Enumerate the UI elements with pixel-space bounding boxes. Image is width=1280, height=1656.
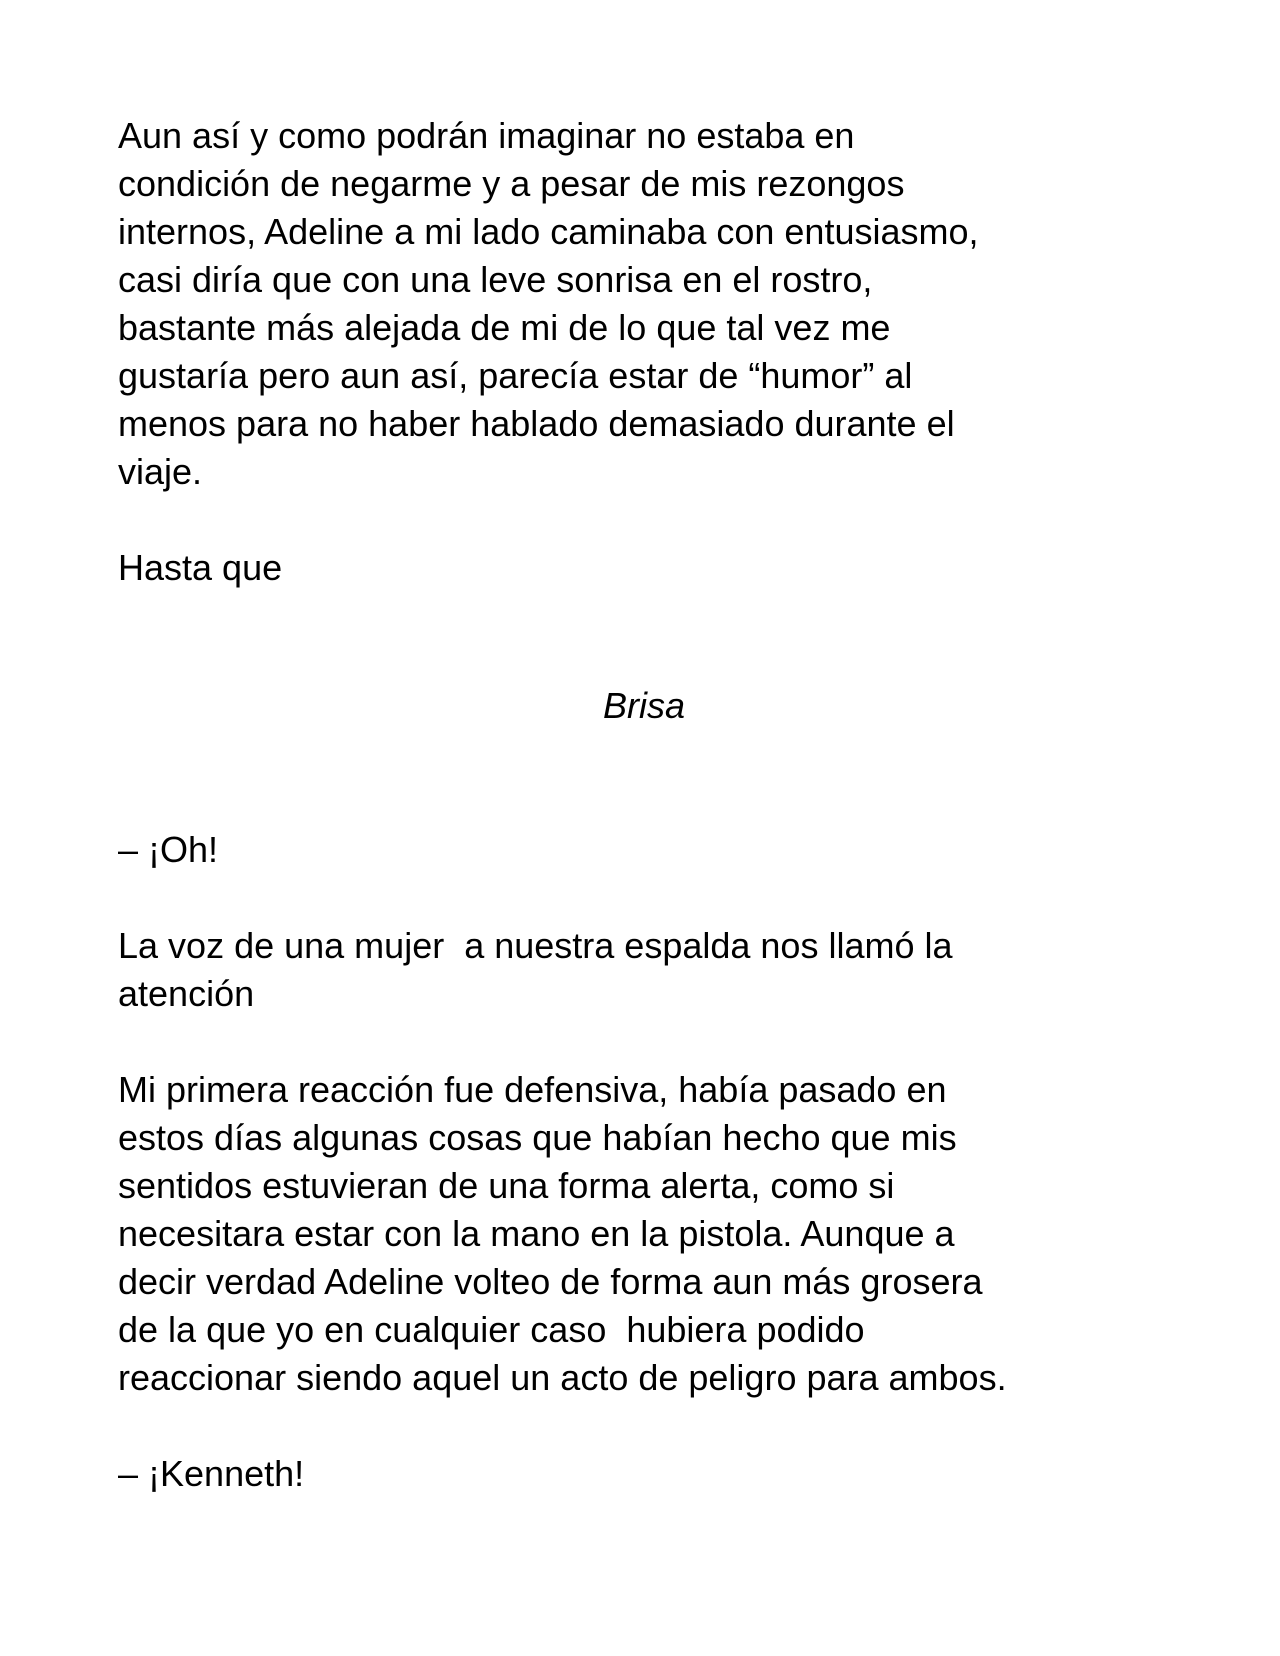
text-line: necesitara estar con la mano en la pistola. Aunque a [118,1213,955,1254]
paragraph-spacer [118,634,1178,682]
text-line: Aun así y como podrán imaginar no estaba en [118,115,855,156]
paragraph-6 [118,1450,1178,1498]
text-line: atención [118,973,255,1014]
paragraph-spacer [118,1402,1178,1450]
dialogue-line: – ¡Kenneth! [118,1453,305,1494]
text-line: gustaría pero aun así, parecía estar de “humor” al [118,355,913,396]
text-line: viaje. [118,451,203,492]
text-line: sentidos estuvieran de una forma alerta, como si [118,1165,895,1206]
section-title-text: Brisa [602,685,686,726]
text-line: estos días algunas cosas que habían hecho que mis [118,1117,957,1158]
paragraph-spacer [118,730,1178,826]
dialogue-line: – ¡Oh! [118,829,219,870]
text-line: casi diría que con una leve sonrisa en el rostro, [118,259,873,300]
paragraph-1 [118,112,1178,496]
text-line: de la que yo en cualquier caso hubiera podido [118,1309,865,1350]
paragraph-3 [118,826,1178,874]
paragraph-4 [118,922,1178,1018]
paragraph-spacer [118,496,1178,544]
text-line: condición de negarme y a pesar de mis rezongos [118,163,905,204]
paragraph-spacer [118,1018,1178,1066]
text-line: La voz de una mujer a nuestra espalda nos llamó la [118,925,953,966]
paragraph-spacer [118,874,1178,922]
text-line: internos, Adeline a mi lado caminaba con entusiasmo, [118,211,979,252]
paragraph-5 [118,1066,1178,1402]
text-line: Hasta que [118,547,283,588]
paragraph-spacer [118,592,1178,634]
text-line: bastante más alejada de mi de lo que tal vez me [118,307,891,348]
section-title [118,682,1178,730]
paragraph-2 [118,544,1178,592]
text-line: reaccionar siendo aquel un acto de peligro para ambos. [118,1357,1007,1398]
text-line: Mi primera reacción fue defensiva, había pasado en [118,1069,947,1110]
text-line: decir verdad Adeline volteo de forma aun más grosera [118,1261,983,1302]
document-page [118,112,1178,1498]
text-line: menos para no haber hablado demasiado durante el [118,403,955,444]
